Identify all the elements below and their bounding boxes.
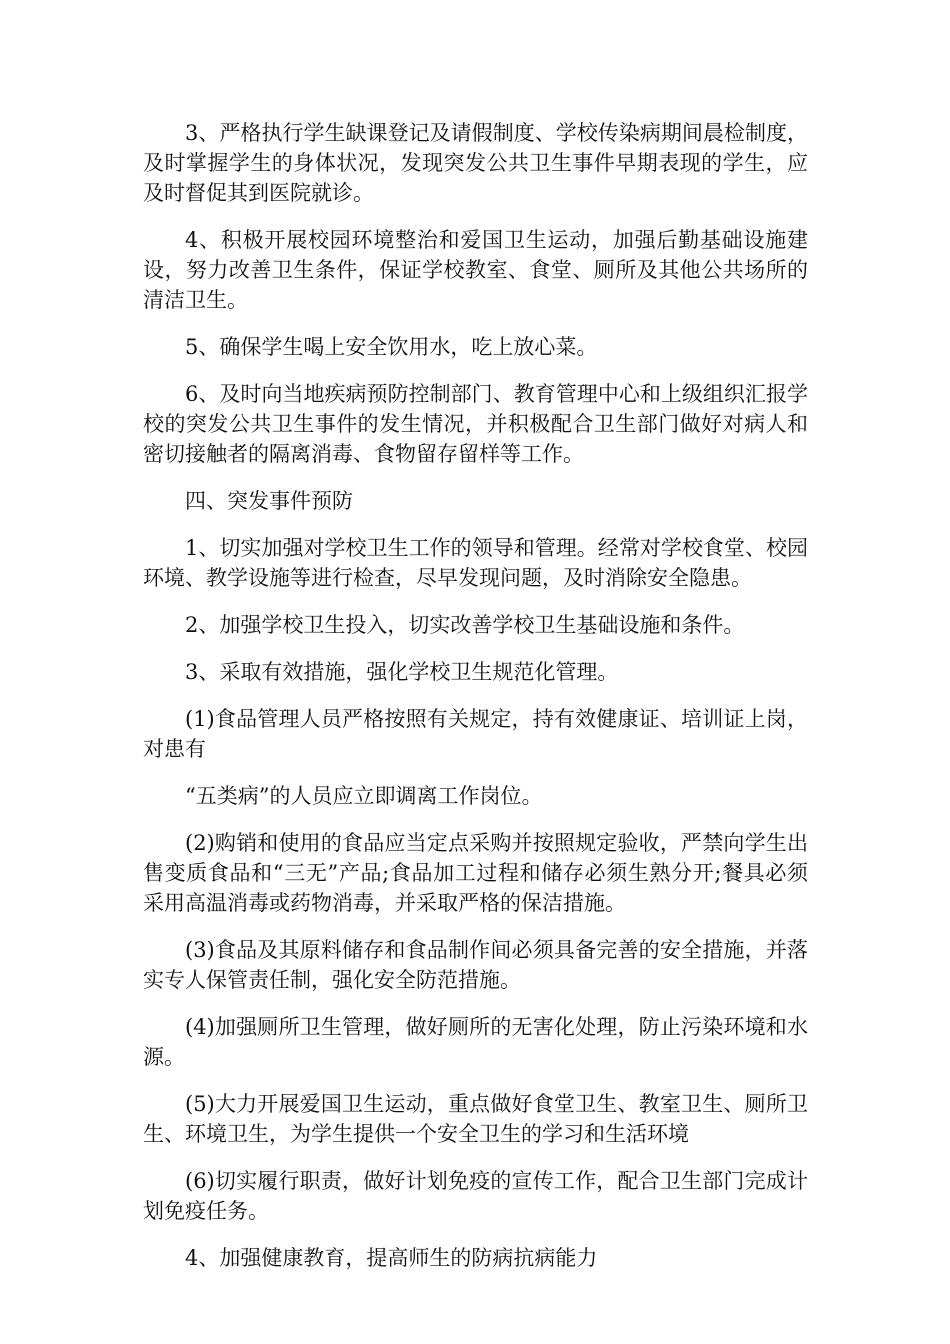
paragraph-morning-check: 3、严格执行学生缺课登记及请假制度、学校传染病期间晨检制度，及时掌握学生的身体状况，发现突发公共卫生事件早期表现的学生，应及时督促其到医院就诊。 <box>143 121 808 205</box>
document-page <box>143 118 808 1290</box>
paragraph-item-6: (6)切实履行职责，做好计划免疫的宣传工作，配合卫生部门完成计划免疫任务。 <box>143 1169 808 1223</box>
paragraph-campus-environment: 4、积极开展校园环境整治和爱国卫生运动，加强后勤基础设施建设，努力改善卫生条件，保证学校教室、食堂、厕所及其他公共场所的清洁卫生。 <box>143 228 808 312</box>
paragraph-item-1: (1)食品管理人员严格按照有关规定，持有效健康证、培训证上岗，对患有 <box>143 707 808 761</box>
paragraph-item-2: (2)购销和使用的食品应当定点采购并按照规定验收，严禁向学生出售变质食品和“三无”产品;食品加工过程和储存必须生熟分开;餐具必须采用高温消毒或药物消毒，并采取严格的保洁措施。 <box>143 831 808 915</box>
paragraph-report-incidents: 6、及时向当地疾病预防控制部门、教育管理中心和上级组织汇报学校的突发公共卫生事件的发生情况，并积极配合卫生部门做好对病人和密切接触者的隔离消毒、食物留存留样等工作。 <box>143 382 808 466</box>
paragraph-item-1-continued: “五类病”的人员应立即调离工作岗位。 <box>185 784 543 808</box>
paragraph-health-education: 4、加强健康教育，提高师生的防病抗病能力 <box>185 1246 598 1270</box>
paragraph-investment: 2、加强学校卫生投入，切实改善学校卫生基础设施和条件。 <box>185 613 745 637</box>
paragraph-safe-water: 5、确保学生喝上安全饮用水，吃上放心菜。 <box>185 335 598 359</box>
paragraph-leadership: 1、切实加强对学校卫生工作的领导和管理。经常对学校食堂、校园环境、教学设施等进行检查，尽早发现问题，及时消除安全隐患。 <box>143 536 808 590</box>
paragraph-item-4: (4)加强厕所卫生管理，做好厕所的无害化处理，防止污染环境和水源。 <box>143 1015 808 1069</box>
section-heading-prevention: 四、突发事件预防 <box>185 489 353 513</box>
paragraph-item-5: (5)大力开展爱国卫生运动，重点做好食堂卫生、教室卫生、厕所卫生、环境卫生，为学生提供一个安全卫生的学习和生活环境 <box>143 1092 808 1146</box>
paragraph-measures: 3、采取有效措施，强化学校卫生规范化管理。 <box>185 660 619 684</box>
paragraph-item-3: (3)食品及其原料储存和食品制作间必须具备完善的安全措施，并落实专人保管责任制，强化安全防范措施。 <box>143 938 808 992</box>
